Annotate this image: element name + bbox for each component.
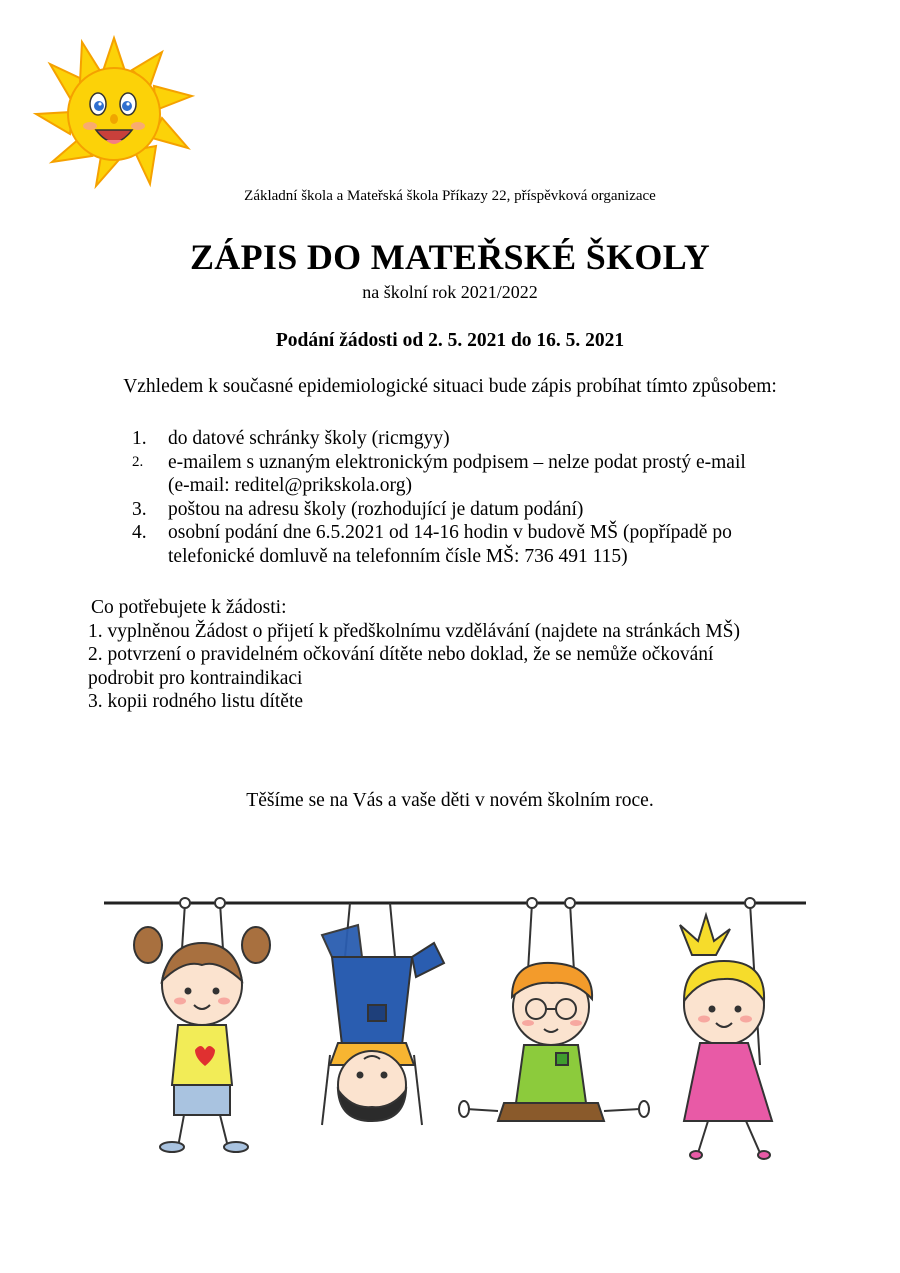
requirement-line: podrobit pro kontraindikaci	[88, 667, 303, 689]
list-item-text: do datové schránky školy (ricmgyy)	[168, 428, 450, 449]
sun-illustration	[32, 34, 196, 190]
requirement-line: 3. kopii rodného listu dítěte	[88, 691, 304, 712]
boy-upside-down-drawing	[322, 903, 444, 1125]
boy-glasses-drawing	[459, 898, 649, 1121]
school-name: Základní škola a Mateřská škola Příkazy 22, příspěvková organizace	[244, 188, 656, 204]
requirements-heading: Co potřebujete k žádosti:	[91, 597, 287, 618]
requirements-section	[88, 596, 848, 714]
list-item	[132, 427, 832, 451]
list-item-text: e-mailem s uznaným elektronickým podpisem – nelze podat prostý e-mail	[168, 451, 746, 473]
school-year: na školní rok 2021/2022	[362, 282, 538, 302]
list-number: 2.	[132, 453, 144, 470]
list-item-text: osobní podání dne 6.5.2021 od 14-16 hodin v budově MŠ (popřípadě po	[168, 522, 732, 543]
list-item-text: (e-mail: reditel@prikskola.org)	[168, 475, 412, 496]
list-number: 3.	[132, 498, 147, 520]
children-illustration	[100, 885, 810, 1170]
application-deadline: Podání žádosti od 2. 5. 2021 do 16. 5. 2021	[275, 330, 625, 351]
closing-text: Těšíme se na Vás a vaše děti v novém školním roce.	[246, 790, 654, 811]
list-item	[132, 521, 832, 568]
submission-methods-list	[132, 427, 832, 568]
intro-text: Vzhledem k současné epidemiologické situaci bude zápis probíhat tímto způsobem:	[123, 376, 777, 397]
requirement-line: 1. vyplněnou Žádost o přijetí k předškolnímu vzdělávání (najdete na stránkách MŠ)	[88, 620, 741, 642]
list-item	[132, 498, 832, 522]
list-item	[132, 451, 832, 498]
list-number: 1.	[132, 428, 147, 449]
girl-pigtails-drawing	[134, 898, 270, 1152]
list-number: 4.	[132, 522, 147, 543]
list-item-text: poštou na adresu školy (rozhodující je datum podání)	[168, 498, 584, 520]
list-item-text: telefonické domluvě na telefonním čísle MŠ: 736 491 115)	[168, 545, 628, 567]
page-title: ZÁPIS DO MATEŘSKÉ ŠKOLY	[189, 237, 711, 277]
requirement-line: 2. potvrzení o pravidelném očkování dítěte nebo doklad, že se nemůže očkování	[88, 644, 714, 665]
girl-blonde-drawing	[680, 898, 772, 1159]
